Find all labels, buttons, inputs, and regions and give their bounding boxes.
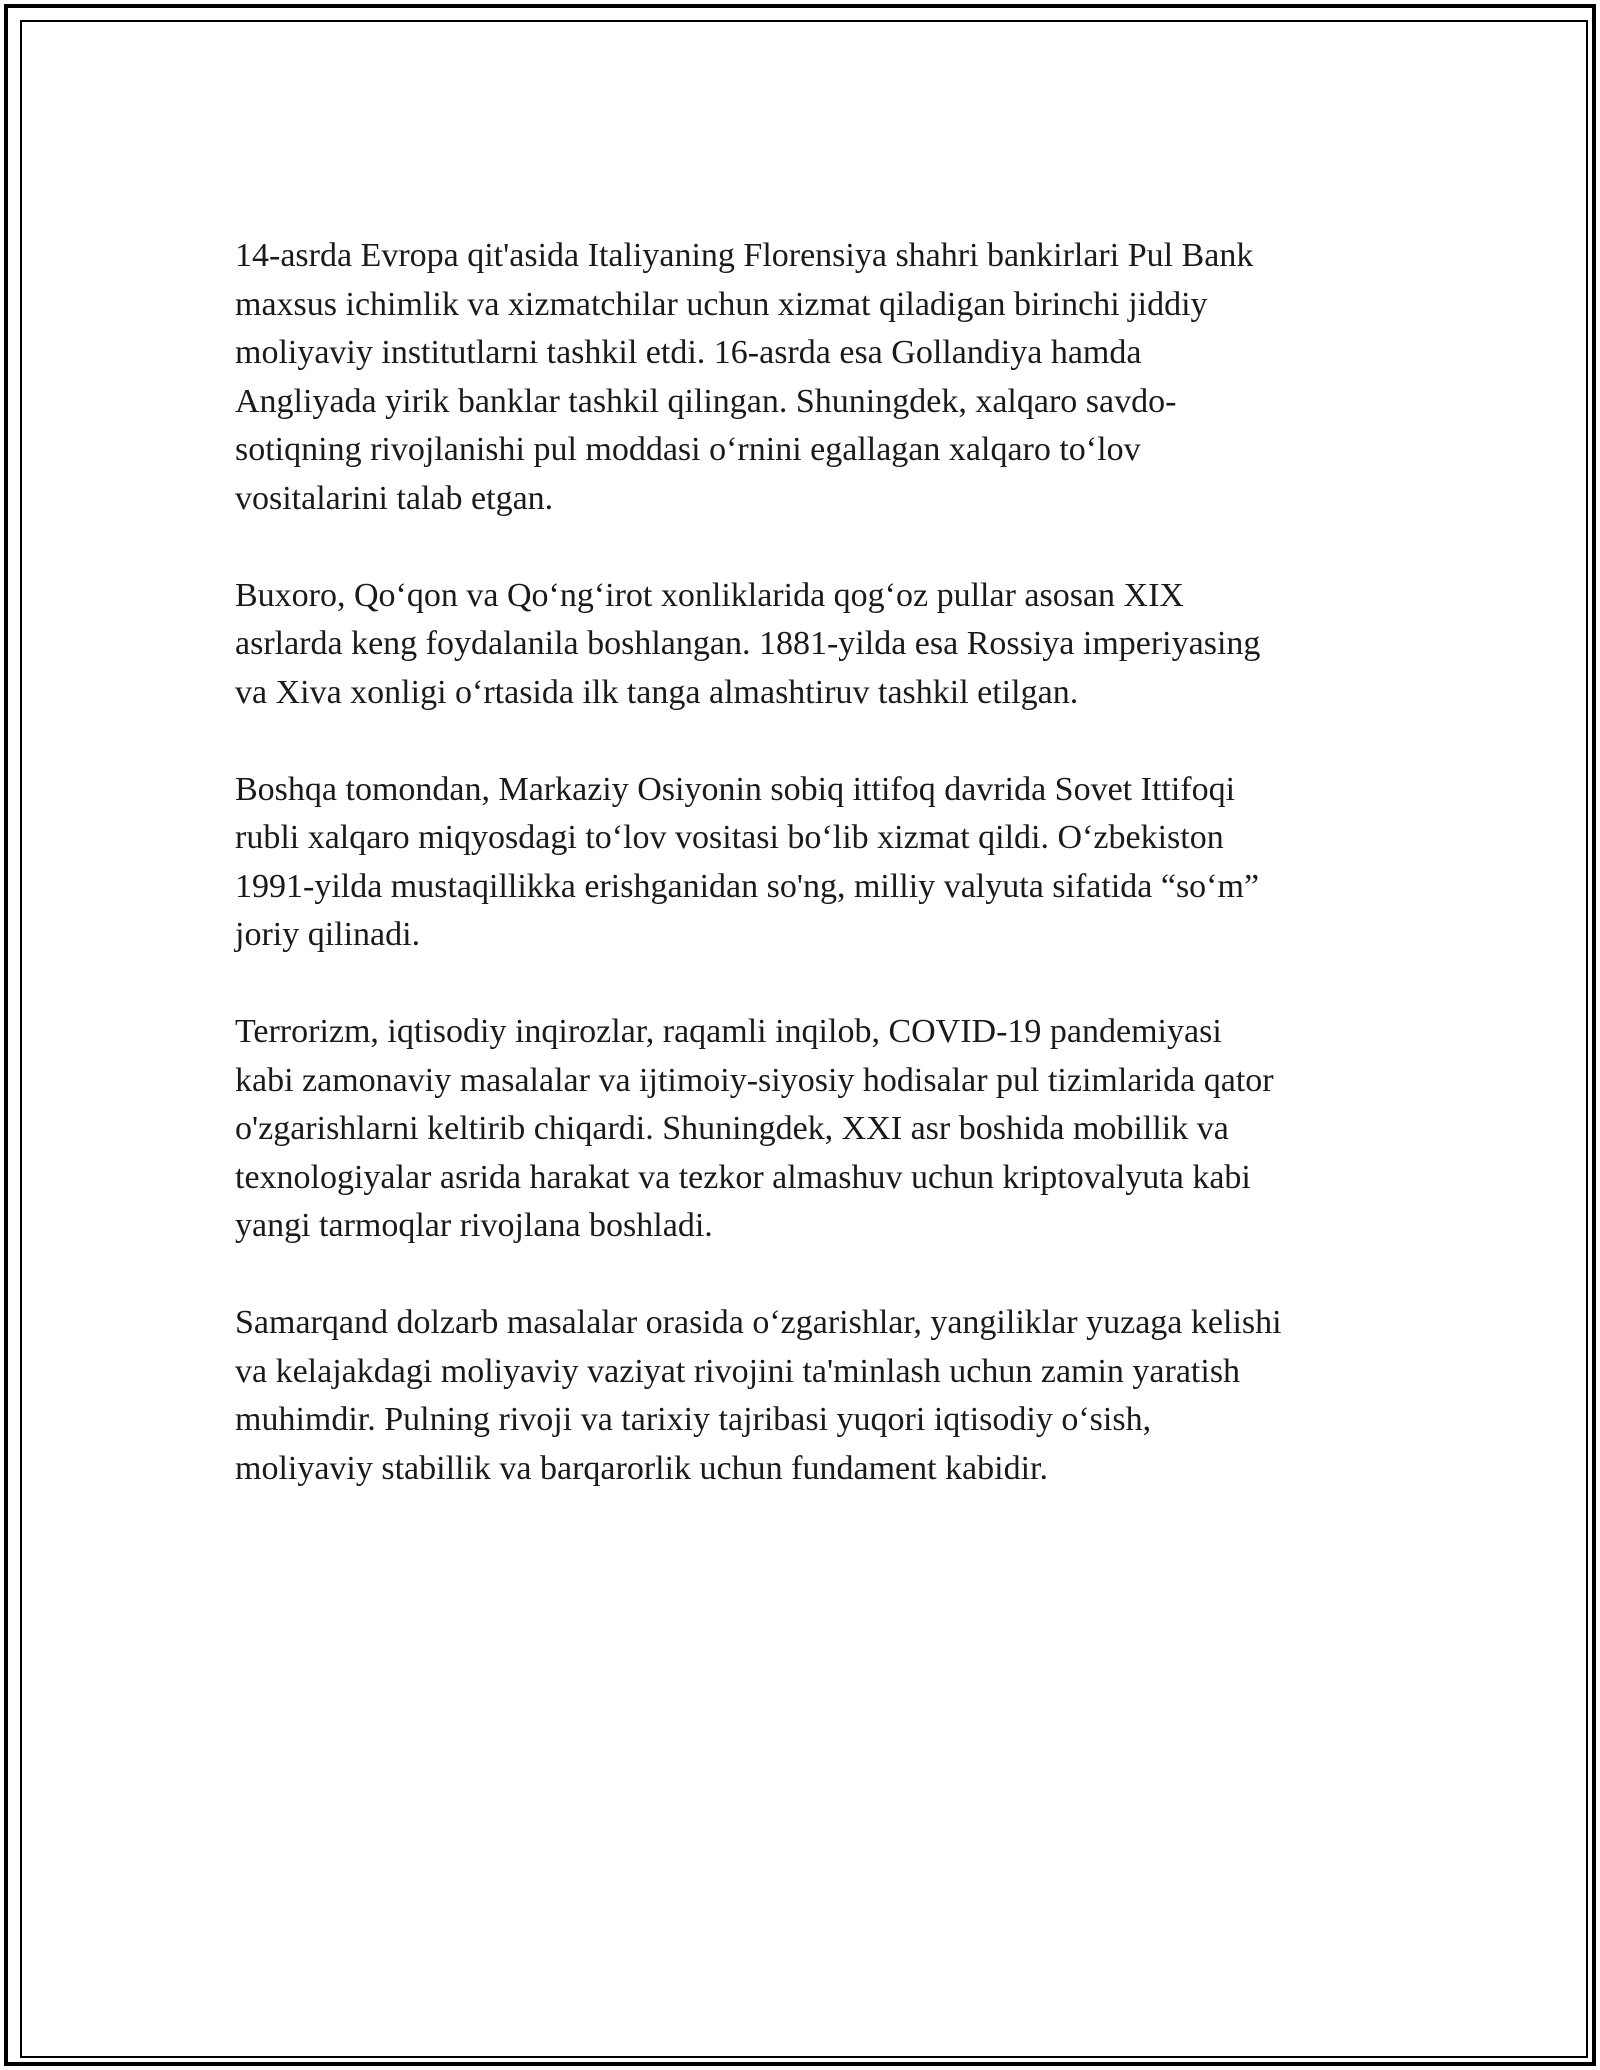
paragraph-line: Angliyada yirik banklar tashkil qilingan. Shuningdek, xalqaro savdo-	[235, 382, 1177, 420]
paragraph-line: Boshqa tomondan, Markaziy Osiyonin sobiq ittifoq davrida Sovet Ittifoqi	[235, 770, 1236, 808]
paragraph-line: vositalarini talab etgan.	[235, 479, 554, 517]
paragraph-line: joriy qilinadi.	[235, 916, 421, 953]
paragraph-5	[235, 1299, 1375, 1493]
paragraph-line: moliyaviy institutlarni tashkil etdi. 16-asrda esa Gollandiya hamda	[235, 334, 1142, 371]
paragraph-line: asrlarda keng foydalanila boshlangan. 1881-yilda esa Rossiya imperiyasing	[235, 625, 1261, 662]
paragraph-line: yangi tarmoqlar rivojlana boshladi.	[235, 1207, 713, 1244]
paragraph-line: maxsus ichimlik va xizmatchilar uchun xizmat qiladigan birinchi jiddiy	[235, 285, 1208, 323]
paragraph-line: sotiqning rivojlanishi pul moddasi o‘rnini egallagan xalqaro to‘lov	[235, 431, 1141, 468]
paragraph-line: kabi zamonaviy masalalar va ijtimoiy-siyosiy hodisalar pul tizimlarida qator	[235, 1061, 1274, 1099]
paragraph-line: Samarqand dolzarb masalalar orasida o‘zgarishlar, yangiliklar yuzaga kelishi	[235, 1304, 1282, 1341]
paragraph-line: muhimdir. Pulning rivoji va tarixiy tajribasi yuqori iqtisodiy o‘sish,	[235, 1401, 1152, 1438]
paragraph-line: moliyaviy stabillik va barqarorlik uchun fundament kabidir.	[235, 1449, 1048, 1487]
paragraph-line: o'zgarishlarni keltirib chiqardi. Shuningdek, XXI asr boshida mobillik va	[235, 1110, 1229, 1147]
paragraph-3	[235, 766, 1375, 960]
paragraph-line: 1991-yilda mustaqillikka erishganidan so'ng, milliy valyuta sifatida “so‘m”	[235, 867, 1260, 905]
paragraph-line: va Xiva xonligi o‘rtasida ilk tanga almashtiruv tashkil etilgan.	[235, 673, 1079, 711]
paragraph-line: rubli xalqaro miqyosdagi to‘lov vositasi bo‘lib xizmat qildi. O‘zbekiston	[235, 819, 1224, 856]
document-body	[235, 232, 1375, 1542]
paragraph-4	[235, 1008, 1375, 1251]
paragraph-line: va kelajakdagi moliyaviy vaziyat rivojini ta'minlash uchun zamin yaratish	[235, 1352, 1241, 1390]
paragraph-line: texnologiyalar asrida harakat va tezkor almashuv uchun kriptovalyuta kabi	[235, 1158, 1251, 1196]
paragraph-1	[235, 232, 1375, 523]
paragraph-line: 14-asrda Evropa qit'asida Italiyaning Florensiya shahri bankirlari Pul Bank	[235, 237, 1254, 274]
paragraph-line: Terrorizm, iqtisodiy inqirozlar, raqamli inqilob, COVID-19 pandemiyasi	[235, 1013, 1222, 1050]
paragraph-line: Buxoro, Qo‘qon va Qo‘ng‘irot xonliklarida qog‘oz pullar asosan XIX	[235, 576, 1184, 614]
paragraph-2	[235, 572, 1375, 718]
